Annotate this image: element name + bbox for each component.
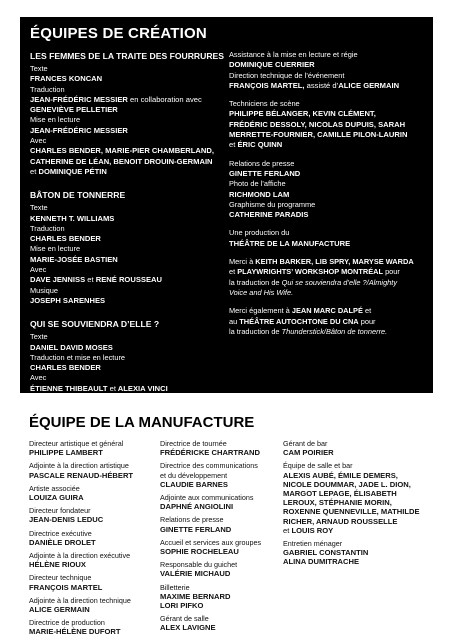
staff-name: CLAUDIE BARNES [160,479,228,489]
credit-name: FRANÇOIS MARTEL, assisté d’ALICE GERMAIN [229,80,400,90]
staff-name: ALICE GERMAIN [29,605,90,615]
credit-name: FRÉDÉRIC DESSOLY, NICOLAS DUPUIS, SARAH [229,119,406,129]
label: Photo de l’affiche [229,179,286,189]
credit-name: MERRETTE-FOURNIER, CAMILLE PILON-LAURIN [229,130,408,140]
creation-left-column [30,50,230,394]
credit-name: DAVE JENNISS et RENÉ ROUSSEAU [30,275,162,285]
staff-name: RICHER, ARNAUD ROUSSELLE [283,516,398,526]
staff-name: VALÉRIE MICHAUD [160,569,231,579]
staff-name: ALINA DUMITRACHE [283,557,360,567]
credit-name: CATHERINE PARADIS [229,210,309,220]
credit-name: CHARLES BENDER [30,234,101,244]
staff-name: LORI PIFKO [160,601,204,611]
thanks-1: Merci à KEITH BARKER, LIB SPRY, MARYSE WARDA [229,257,414,267]
show1-title: LES FEMMES DE LA TRAITE DES FOURRURES [30,51,225,61]
role: Relations de presse [160,515,224,525]
role: Adjointe aux communications [160,493,254,503]
credit-name: CATHERINE DE LÉAN, BENOIT DROUIN-GERMAIN [30,156,213,166]
show3-title: QUI SE SOUVIENDRA D’ELLE ? [30,319,160,330]
label: Traduction [30,223,65,233]
credit-name: DANIEL DAVID MOSES [30,342,113,352]
staff-name: CAM POIRIER [283,448,334,458]
role: Directeur fondateur [29,506,91,516]
credit-name: MARIE-JOSÉE BASTIEN [30,254,118,264]
role: Directeur technique [29,573,92,583]
staff-name: FRANÇOIS MARTEL [29,582,103,592]
creation-title: ÉQUIPES DE CRÉATION [30,25,207,42]
role: Artiste associée [29,483,80,493]
staff-name: ROXENNE QUENNEVILLE, MATHILDE [283,507,420,517]
staff-name: PHILIPPE LAMBERT [29,448,103,458]
label: Techniciens de scène [229,99,300,109]
role: et du développement [160,470,228,480]
staff-name: PASCALE RENAUD-HÉBERT [29,470,134,480]
staff-name: DAPHNÉ ANGIOLINI [160,502,234,512]
credit-name: ÉTIENNE THIBEAULT et ALEXIA VINCI [30,383,168,393]
credit-name: GENEVIÈVE PELLETIER [30,105,118,115]
manufacture-column-2 [160,439,285,633]
label: Texte [30,203,48,213]
role: Directrice de tournée [160,439,227,448]
label: Relations de presse [229,158,295,168]
label: Mise en lecture [30,244,81,254]
show2-title: BÂTON DE TONNERRE [30,190,126,201]
label: Texte [30,64,48,73]
role: Entretien ménager [283,539,343,549]
creation-right-column: Assistance à la mise en lecture et régie DOMINIQUE CUERRIER Direction technique de l’événement FRANÇOIS MARTEL, assisté d’ALICE GERMAIN Techniciens de scène PHILIPPE BÉLANGER, KEVIN CLÉMENT, FRÉDÉRIC DESSOLY, NICOLAS DUPUIS, SARAH MERRETTE-FOURNIER, CAMILLE PILON-LAURIN et ÉRIC QUINN Relations de presse GINETTE FERLAND Photo de l’affiche RICHMOND LAM Graphisme du programme CATHERINE PARADIS Une production du THÉÂTRE DE LA MANUFACTURE Merci à KEITH BARKER, LIB SPRY, MARYSE WARDA et PLAYWRIGHTS’ WORKSHOP MONTRÉAL pour la traduction de Qui se souviendra d’elle ?/Almighty Voice and His Wife. Merci également à JEAN MARC DALPÉ et au THÉÂTRE AUTOCHTONE DU CNA pour la traduction de Thunderstick/Bâton de tonnerre. [229,50,429,337]
staff-name: et LOUIS ROY [283,525,334,535]
role: Adjointe à la direction technique [29,595,131,605]
role: Équipe de salle et bar [283,461,353,471]
role: Responsable du guichet [160,560,238,570]
staff-name: NICOLE DOUMMAR, JADE L. DION, [283,479,411,489]
label: Avec [30,265,47,275]
staff-name: LOUIZA GUIRA [29,493,84,503]
credit-name: et DOMINIQUE PÉTIN [30,166,107,176]
label: Direction technique de l’événement [229,70,345,80]
staff-name: HÉLÈNE RIOUX [29,560,86,570]
role: Directeur artistique et général [29,439,124,448]
label: Mise en lecture [30,115,81,125]
credit-name: PHILIPPE BÉLANGER, KEVIN CLÉMENT, [229,109,376,119]
credit-name: DOMINIQUE CUERRIER [229,60,315,70]
label: Traduction [30,84,65,94]
staff-name: MARGOT LEPAGE, ÉLISABETH [283,489,397,499]
credit-name: JOSEPH SARENHES [30,295,106,305]
staff-name: SOPHIE ROCHELEAU [160,547,239,557]
credit-name: KENNETH T. WILLIAMS [30,213,115,223]
role: Adjointe à la direction exécutive [29,551,131,561]
producer-name: THÉÂTRE DE LA MANUFACTURE [229,238,351,248]
credit-name: et ÉRIC QUINN [229,140,283,150]
label: Graphisme du programme [229,199,316,209]
label: Avec [30,373,47,383]
staff-name: DANIÈLE DROLET [29,537,96,547]
role: Directrice de production [29,618,105,628]
staff-name: FRÉDÉRICKE CHARTRAND [160,448,260,458]
staff-name: ALEX LAVIGNE [160,623,216,633]
staff-name: GINETTE FERLAND [160,524,232,534]
staff-name: JEAN-DENIS LEDUC [29,515,104,525]
label: Assistance à la mise en lecture et régie [229,50,358,59]
label: Avec [30,136,47,146]
role: Gérant de salle [160,614,209,624]
credit-name: FRANCES KONCAN [30,74,103,84]
label: Une production du [229,228,290,238]
label: Traduction et mise en lecture [30,352,126,362]
credit-name: GINETTE FERLAND [229,168,301,178]
role: Billetterie [160,582,190,592]
credit-name: CHARLES BENDER, MARIE-PIER CHAMBERLAND, [30,146,214,156]
staff-name: GABRIEL CONSTANTIN [283,548,369,558]
role: Directrice exécutive [29,528,92,538]
role: Gérant de bar [283,439,328,448]
manufacture-column-3 [283,439,433,567]
thanks-2: Merci également à JEAN MARC DALPÉ et [229,306,372,316]
role: Adjointe à la direction artistique [29,461,129,471]
credit-name: JEAN-FRÉDÉRIC MESSIER [30,125,128,135]
staff-name: ALEXIS AUBÉ, ÉMILE DEMERS, [283,470,398,480]
staff-name: LEROUX, STÉPHANIE MORIN, [283,498,392,508]
manufacture-column-1 [29,439,154,637]
role: Accueil et services aux groupes [160,537,262,547]
label: Texte [30,332,48,342]
staff-name: MARIE-HÉLÈNE DUFORT [29,627,121,637]
staff-name: MAXIME BERNARD [160,591,231,601]
label: Musique [30,285,58,295]
creation-panel [20,17,433,393]
role: Directrice des communications [160,461,258,471]
manufacture-title: ÉQUIPE DE LA MANUFACTURE [29,414,255,431]
credit-name: RICHMOND LAM [229,189,290,199]
credit-name: CHARLES BENDER [30,363,101,373]
credit-name: JEAN-FRÉDÉRIC MESSIER en collaboration avec [30,94,202,104]
